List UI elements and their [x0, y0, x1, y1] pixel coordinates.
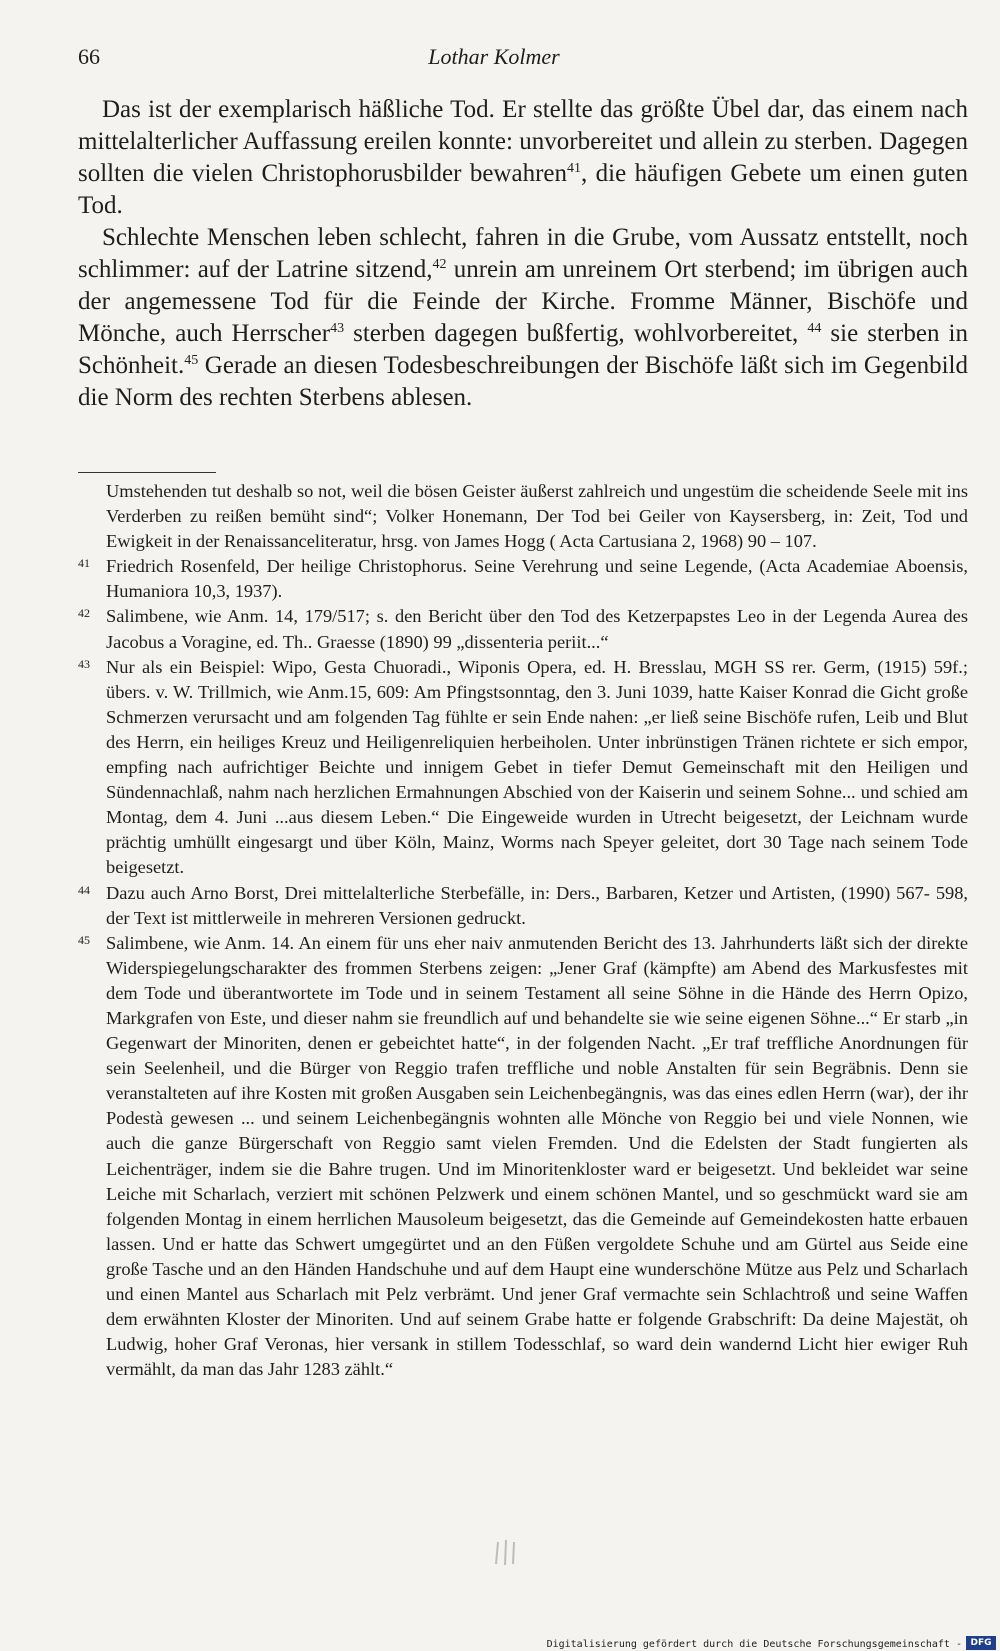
page-header [78, 44, 910, 80]
footnote-separator [78, 472, 216, 473]
footnote-continued [78, 479, 968, 554]
paragraph-2-text-b: unrein am unreinem Ort sterbend; im übrigen auch der angemessene Tod für die Feinde der Kirche. Fromme Männer, Bischöfe und Mönche, auch Herrscher [78, 256, 969, 347]
running-head-author: Lothar Kolmer [428, 44, 560, 69]
footnote-42-text: Salimbene, wie Anm. 14, 179/517; s. den Bericht über den Tod des Ketzerpapstes Leo in der Legenda Aurea des Jacobus a Voragine, ed. Th.. Graesse (1890) 99 „dissenteria periit...“ [106, 606, 968, 652]
scan-mark [490, 1538, 530, 1568]
footnote-ref-42: 42 [432, 257, 447, 272]
paragraph-1-text-b: , die häufigen Gebete um einen guten Tod. [78, 160, 968, 219]
footnote-ref-43: 43 [330, 321, 345, 336]
footnote-ref-41: 41 [567, 161, 581, 176]
footnote-45 [78, 931, 968, 1383]
footnote-41-number: 41 [78, 556, 90, 571]
page-number: 66 [78, 44, 100, 69]
footnote-44-number: 44 [78, 882, 90, 897]
footnote-42-number: 42 [78, 606, 90, 621]
paragraph-1-text-a: Das ist der exemplarisch häßliche Tod. Er stellte das größte Übel dar, das einem nach mittelalterlicher Auffassung ereilen konnte: unvorbereitet und allein zu sterben. Dagegen sollten die vielen Christophorusbilder bewahren [78, 96, 968, 187]
paragraph-2 [78, 222, 968, 414]
footnote-43-text: Nur als ein Beispiel: Wipo, Gesta Chuoradi., Wiponis Opera, ed. H. Bresslau, MGH SS rer. Germ, (1915) 59f.; übers. v. W. Trillmich, wie Anm.15, 609: Am Pfingstsonntag, den 3. Juni 1039, hatte Kaiser Konrad die Gicht große Schmerzen verursacht und am folgenden Tag fühlte er sein Ende nahen: „er ließ seine Bischöfe rufen, Leib und Blut des Herrn, ein heiliges Kreuz und Heiligenreliquien herbeiholen. Unter inbrünstigen Tränen richtete er sich empor, empfing nach aufrichtiger Beichte und innigem Gebet in tiefer Demut Gemeinschaft mit den Heiligen und Sündennachlaß, nahm nach herzlichen Ermahnungen Abschied von der Kaiserin und seinem Sohne... und schied am Montag, dem 4. Juni ...aus diesem Leben.“ Die Eingeweide wurden in Utrecht beigesetzt, der Leichnam wurde prächtig umhüllt eingesargt und über Köln, Mainz, Worms nach Speyer geleitet, dort 30 Tage nach seinem Tode beigesetzt. [106, 656, 968, 878]
footnote-44-text: Dazu auch Arno Borst, Drei mittelalterliche Sterbefälle, in: Ders., Barbaren, Ketzer und Artisten, (1990) 567- 598, der Text ist mittlerweile in mehreren Versionen gedruckt. [106, 882, 968, 928]
dfg-logo: DFG [966, 1636, 996, 1650]
footnote-45-number: 45 [78, 932, 90, 947]
paragraph-2-text-c: sterben dagegen bußfertig, wohlvorbereitet, [344, 320, 808, 347]
paragraph-2-text-a: Schlechte Menschen leben schlecht, fahren in die Grube, vom Aussatz entstellt, noch schlimmer: auf der Latrine sitzend, [78, 224, 968, 283]
footnote-45-text: Salimbene, wie Anm. 14. An einem für uns eher naiv anmutenden Bericht des 13. Jahrhunderts läßt sich der direkte Widerspiegelungscharakter des frommen Sterbens zeigen: „Jener Graf (kämpfte) am Abend des Markusfestes mit dem Tode und überantwortete im Tode und in seinem Testament all seine Söhne in die Hände des Herrn Opizo, Markgrafen von Este, und dieser nahm sie freundlich auf und behandelte sie wie seine eigenen Söhne...“ Er starb „in Gegenwart der Minoriten, denen er gebeichtet hatte“, in der folgenden Nacht. „Er traf treffliche Anordnungen für sein Seelenheil, und die Bürger von Reggio trafen treffliche und noble Anstalten für sein Begräbnis. Denn sie veranstalteten auf ihre Kosten mit großen Ausgaben sein Leichenbegängnis, was das eines edlen Herrn (war), der ihr Podestà gewesen ... und seinem Leichenbegängnis wohnten alle Mönche von Reggio bei und viele Nonnen, wie auch die ganze Bürgerschaft von Reggio samt vielen Fremden. Und die Edelsten der Stadt fungierten als Leichenträger, indem sie die Bahre trugen. Und im Minoritenkloster ward er beigesetzt. Und bekleidet war seine Leiche mit Scharlach, verziert mit schönen Pelzwerk und einem schönen Mantel, und so geschmückt ward sie am folgenden Montag in einem herrlichen Mausoleum beigesetzt, das die Gemeinde auf Gemeindekosten hatte erbauen lassen. Und er hatte das Schwert umgegürtet und an den Füßen vergoldete Schuhe und am Gürtel aus Seide eine große Tasche und an den Händen Handschuhe und auf dem Haupt eine wunderschöne Mütze aus Pelz und Scharlach und einen Mantel aus Scharlach mit Pelz verbrämt. Und jener Graf vermachte sein Schlachtroß und seine Waffen dem erwähnten Kloster der Minoriten. Und auf seinem Grabe hatte er folgende Grabschrift: Da deine Majestät, oh Ludwig, hoher Graf Veronas, hier versank in stillem Todesschlaf, so ward dein wandernd Licht hier ewiger Ruh vermählt, da man das Jahr 1283 zählt.“ [106, 932, 968, 1380]
paragraph-2-text-d: sie sterben in Schönheit. [78, 320, 968, 379]
footnote-continued-text: Umstehenden tut deshalb so not, weil die bösen Geister äußerst zahlreich und ungestüm die scheidende Seele mit ins Verderben zu reißen bemüht sind“; Volker Honemann, Der Tod bei Geiler von Kaysersberg, in: Zeit, Tod und Ewigkeit in der Renaissanceliteratur, hrsg. von James Hogg ( Acta Cartusiana 2, 1968) 90 – 107. [106, 481, 968, 552]
footnote-44 [78, 881, 968, 931]
footnote-ref-44: 44 [807, 321, 822, 336]
footnote-43 [78, 655, 968, 881]
footnote-ref-45: 45 [184, 353, 199, 368]
footnote-41-text: Friedrich Rosenfeld, Der heilige Christophorus. Seine Verehrung und seine Legende, (Acta Academiae Aboensis, Humaniora 10,3, 1937). [106, 556, 968, 602]
digitization-footer [0, 1633, 1000, 1651]
paragraph-1 [78, 94, 968, 222]
footnotes [78, 479, 968, 1382]
footnote-43-number: 43 [78, 656, 90, 671]
paragraph-2-text-e: Gerade an diesen Todesbeschreibungen der Bischöfe läßt sich im Gegenbild die Norm des rechten Sterbens ablesen. [78, 352, 968, 411]
main-text [78, 94, 968, 414]
footnote-42 [78, 604, 968, 654]
digitization-note: Digitalisierung gefördert durch die Deutsche Forschungsgemeinschaft - [546, 1639, 962, 1650]
footnote-41 [78, 554, 968, 604]
